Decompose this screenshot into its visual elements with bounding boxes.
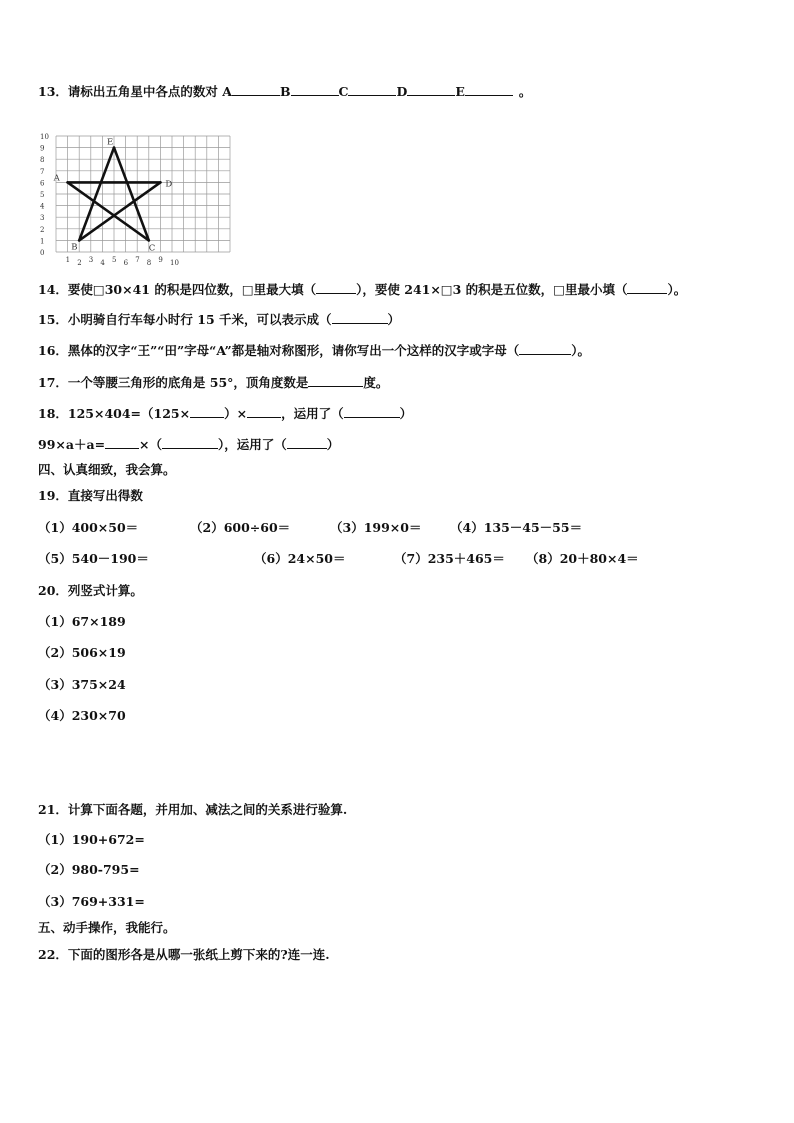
q16-text: 16．黑体的汉字“王”“田”字母“A”都是轴对称图形，请你写出一个这样的汉字或字母（ xyxy=(38,343,520,358)
y-tick-label: 0 xyxy=(40,249,45,257)
calc-item-7: （7）235＋465＝ xyxy=(394,551,505,566)
answer-blank xyxy=(190,406,224,418)
q14-part1: 14．要使□30×41 的积是四位数，□里最大填（ xyxy=(38,282,317,297)
answer-blank xyxy=(247,406,281,418)
point-label-c: C xyxy=(148,243,156,254)
vertical-calc-item-2: （2）506×19 xyxy=(38,645,126,660)
question-13 xyxy=(38,84,531,100)
calc-item-8: （8）20＋80×4＝ xyxy=(526,551,639,566)
q16-end: ）。 xyxy=(571,343,591,358)
calc-item-5: （5）540－190＝ xyxy=(38,551,149,566)
answer-blank xyxy=(316,282,356,294)
answer-blank xyxy=(162,437,218,449)
x-tick-label: 5 xyxy=(112,256,117,264)
calc-item-3: （3）199×0＝ xyxy=(330,520,422,535)
y-tick-label: 3 xyxy=(40,214,45,223)
q18-line1-d: ） xyxy=(399,406,413,421)
q17-text: 17．一个等腰三角形的底角是 55°，顶角度数是 xyxy=(38,375,309,390)
calc-item-2: （2）600÷60＝ xyxy=(190,520,291,535)
x-tick-label: 3 xyxy=(88,256,94,264)
point-label-e: E xyxy=(107,137,114,148)
q14-part3: ）。 xyxy=(667,282,687,297)
point-label-a: A xyxy=(53,173,60,184)
check-calc-item-1: （1）190+672= xyxy=(38,832,145,847)
question-19-title: 19．直接写出得数 xyxy=(38,488,143,503)
y-tick-label: 4 xyxy=(40,202,45,211)
q18-line1-b: ）× xyxy=(224,406,248,421)
q18-line2-c: ），运用了（ xyxy=(218,437,287,452)
question-18-line1 xyxy=(38,406,412,422)
answer-blank xyxy=(344,406,400,418)
answer-blank xyxy=(308,375,363,387)
y-tick-label: 1 xyxy=(40,237,45,246)
y-tick-label: 5 xyxy=(40,191,45,199)
check-calc-item-3: （3）769+331= xyxy=(38,894,145,909)
question-15 xyxy=(38,312,400,328)
x-tick-label: 10 xyxy=(170,259,179,267)
y-tick-label: 6 xyxy=(40,179,45,188)
answer-blank xyxy=(627,282,667,294)
x-tick-label: 1 xyxy=(65,256,71,264)
x-tick-label: 2 xyxy=(77,259,82,267)
question-17 xyxy=(38,375,388,391)
x-tick-label: 8 xyxy=(146,259,152,267)
y-tick-label: 8 xyxy=(40,156,45,165)
question-14 xyxy=(38,282,686,298)
q13-end: 。 xyxy=(518,84,532,99)
y-tick-label: 7 xyxy=(40,167,45,176)
x-tick-label: 9 xyxy=(158,256,163,264)
point-label-b: B xyxy=(71,242,78,253)
q18-line2-b: ×（ xyxy=(139,437,163,452)
q13-label-d: D xyxy=(396,84,408,99)
section-4-title: 四、认真细致，我会算。 xyxy=(38,462,176,477)
y-tick-label: 9 xyxy=(40,144,45,153)
answer-blank-c xyxy=(348,84,396,96)
answer-blank-b xyxy=(291,84,339,96)
x-axis-ticks xyxy=(66,256,179,267)
answer-blank-a xyxy=(232,84,280,96)
question-16 xyxy=(38,343,590,359)
question-21-title: 21．计算下面各题，并用加、减法之间的关系进行验算. xyxy=(38,802,348,817)
y-tick-label: 10 xyxy=(40,133,49,141)
q13-text: 13．请标出五角星中各点的数对 A xyxy=(38,84,232,99)
calc-item-4: （4）135－45－55＝ xyxy=(450,520,583,535)
q14-part2: ），要使 241×□3 的积是五位数，□里最小填（ xyxy=(356,282,628,297)
q18-line1-a: 18．125×404=（125× xyxy=(38,406,191,421)
answer-blank-e xyxy=(465,84,513,96)
x-tick-label: 4 xyxy=(100,259,105,267)
question-20-title: 20．列竖式计算。 xyxy=(38,583,143,598)
y-axis-ticks xyxy=(40,133,49,257)
section-5-title: 五、动手操作，我能行。 xyxy=(38,920,176,935)
q17-end: 度。 xyxy=(363,375,389,390)
question-18-line2 xyxy=(38,437,339,453)
answer-blank xyxy=(332,312,388,324)
answer-blank xyxy=(287,437,327,449)
check-calc-item-2: （2）980-795= xyxy=(38,862,140,877)
answer-blank-d xyxy=(407,84,455,96)
q13-label-b: B xyxy=(279,84,291,99)
q18-line2-d: ） xyxy=(326,437,340,452)
calc-item-1: （1）400×50＝ xyxy=(38,520,139,535)
q15-end: ） xyxy=(387,312,401,327)
q13-label-c: C xyxy=(338,84,349,99)
vertical-calc-item-1: （1）67×189 xyxy=(38,614,126,629)
x-tick-label: 6 xyxy=(123,259,129,267)
q13-label-e: E xyxy=(455,84,465,99)
vertical-calc-item-3: （3）375×24 xyxy=(38,677,126,692)
y-tick-label: 2 xyxy=(40,225,45,234)
calc-item-6: （6）24×50＝ xyxy=(254,551,346,566)
x-tick-label: 7 xyxy=(135,256,140,264)
vertical-calc-item-4: （4）230×70 xyxy=(38,708,126,723)
question-22-title: 22．下面的图形各是从哪一张纸上剪下来的?连一连. xyxy=(38,947,330,962)
answer-blank xyxy=(519,343,571,355)
q18-line2-a: 99×a＋a= xyxy=(38,437,106,452)
q15-text: 15．小明骑自行车每小时行 15 千米，可以表示成（ xyxy=(38,312,332,327)
q18-line1-c: ，运用了（ xyxy=(281,406,344,421)
star-grid-figure xyxy=(36,112,236,267)
answer-blank xyxy=(105,437,139,449)
point-label-d: D xyxy=(165,179,173,190)
